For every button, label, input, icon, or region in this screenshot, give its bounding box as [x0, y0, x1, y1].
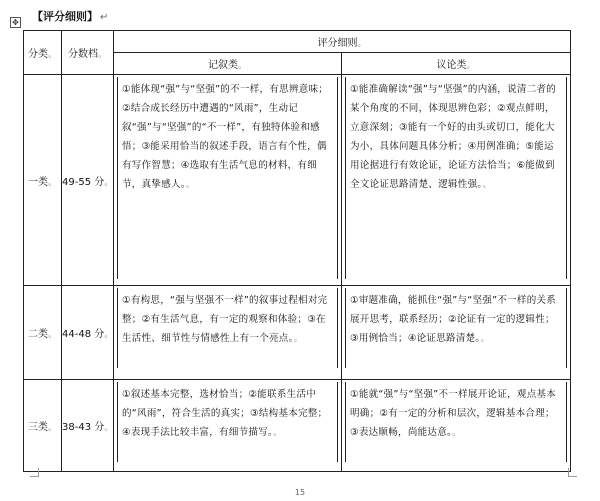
- row-argument: ①审题准确，能抓住“强”与“坚强”不一样的关系展开思考，联系经历；②论证有一定的逻辑性；③用例恰当；④论证思路清楚。。: [342, 286, 571, 380]
- row-narrative: ①能体现“强”与“坚强”的不一样，有思辨意味；②结合成长经历中遭遇的“风雨”，生动记叙“强”与“坚强”的“不一样”，有独特体验和感悟；③能采用恰当的叙述手段，语言有个性，偶有写作智慧；④选取有生活气息的材料，有细节，真挚感人。。: [114, 75, 342, 286]
- table-move-handle-icon[interactable]: ✥: [10, 17, 21, 28]
- row-score: 49-55 分。: [62, 75, 114, 286]
- table-row: [24, 286, 571, 380]
- row-argument: ①能就“强”与“坚强”不一样展开论证，观点基本明确；②有一定的分析和层次，逻辑基本合理；③表达顺畅，尚能达意。。: [342, 380, 571, 472]
- crop-mark-left: [30, 468, 39, 477]
- row-narrative: ①有构思，“强与坚强不一样”的叙事过程相对完整；②有生活气息，有一定的观察和体验；③在生活性、细节性与情感性上有一个亮点。。: [114, 286, 342, 380]
- row-category: 二类。: [24, 286, 62, 380]
- row-category: 三类。: [24, 380, 62, 472]
- row-score: 38-43 分。: [62, 380, 114, 472]
- table-row: [24, 380, 571, 472]
- scoring-table: [23, 30, 571, 472]
- row-score: 44-48 分。: [62, 286, 114, 380]
- row-narrative: ①叙述基本完整，选材恰当；②能联系生活中的“风雨”，符合生活的真实；③结构基本完整；④表现手法比较丰富，有细节描写。。: [114, 380, 342, 472]
- table-row: [24, 75, 571, 286]
- row-argument: ①能准确解读“强”与“坚强”的内涵，说清二者的某个角度的不同，体现思辨色彩；②观点鲜明，立意深刻；③能有一个好的由头或切口，能化大为小，具体问题具体分析；④用例准确；⑤能运用论据进行有效论证，论证方法恰当；⑥能做到全文论证思路清楚、逻辑性强。。: [342, 75, 571, 286]
- header-argument: 议论类。: [342, 53, 571, 75]
- section-heading: [32, 8, 108, 24]
- header-narrative: 记叙类。: [114, 53, 342, 75]
- paragraph-mark: ↵: [100, 12, 109, 23]
- header-category: 分类。: [24, 31, 62, 75]
- header-detail: 评分细则。: [114, 31, 571, 53]
- crop-mark-right: [568, 468, 577, 477]
- heading-text: 【评分细则】: [32, 10, 98, 23]
- row-category: 一类。: [24, 75, 62, 286]
- page-number: 15: [294, 488, 306, 497]
- header-score: 分数档。: [62, 31, 114, 75]
